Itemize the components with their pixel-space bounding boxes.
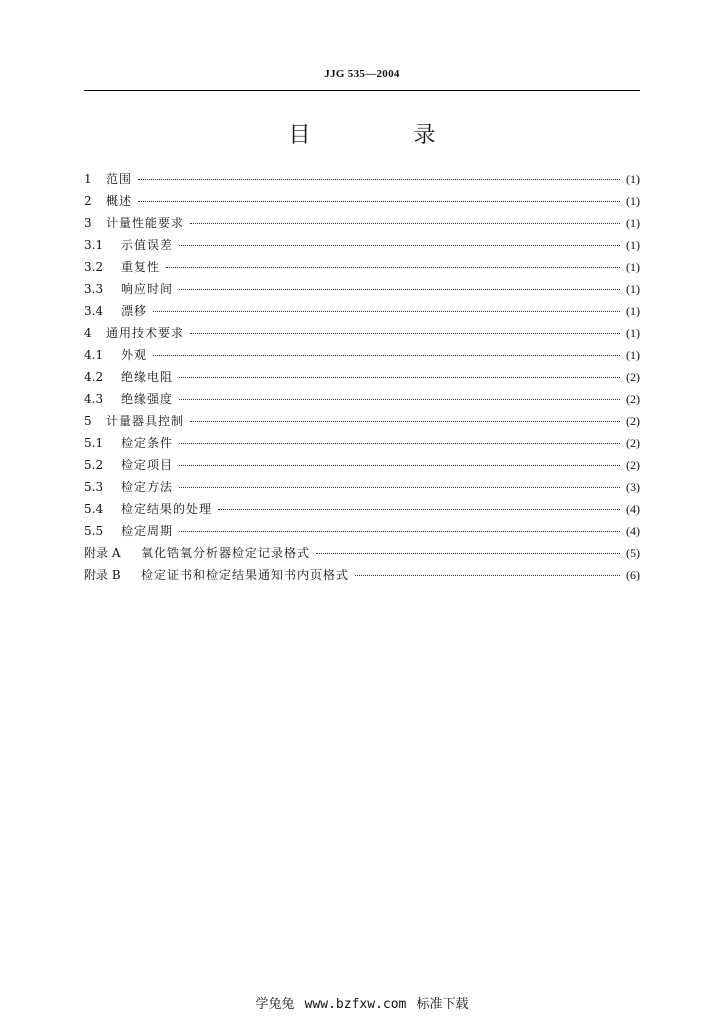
toc-dot-leader: [166, 255, 620, 268]
toc-entry[interactable]: [84, 366, 640, 388]
toc-entry-number: 3.1: [84, 238, 104, 252]
footer-url-link[interactable]: www.bzfxw.com: [304, 997, 407, 1012]
toc-entry-title: 检定周期: [121, 524, 174, 538]
toc-dot-leader: [355, 563, 620, 576]
toc-entry[interactable]: [84, 410, 640, 432]
toc-entry-number: 5.4: [84, 502, 104, 516]
toc-entry-number: 4.2: [84, 370, 104, 384]
toc-dot-leader: [138, 189, 620, 202]
toc-entry-number: 3.4: [84, 304, 104, 318]
toc-entry-page: (1): [626, 304, 640, 318]
toc-entry-title: 氧化锆氧分析器检定记录格式: [141, 546, 311, 560]
toc-entry-title: 响应时间: [121, 282, 174, 296]
toc-entry-page: (2): [626, 414, 640, 428]
toc-entry[interactable]: [84, 168, 640, 190]
toc-entry-title: 检定结果的处理: [121, 502, 213, 516]
toc-entry[interactable]: [84, 542, 640, 564]
toc-entry-title: 检定证书和检定结果通知书内页格式: [141, 568, 350, 582]
toc-entry-title: 漂移: [121, 304, 148, 318]
toc-entry-title: 示值误差: [121, 238, 174, 252]
toc-entry-page: (1): [626, 282, 640, 296]
toc-entry-page: (4): [626, 524, 640, 538]
toc-dot-leader: [179, 475, 620, 488]
toc-entry-number: 3.2: [84, 260, 104, 274]
document-code-header: JJG 535—2004: [324, 68, 400, 80]
toc-entry-title: 检定方法: [121, 480, 174, 494]
toc-entry[interactable]: [84, 520, 640, 542]
toc-dot-leader: [179, 431, 620, 444]
toc-entry[interactable]: [84, 234, 640, 256]
toc-entry[interactable]: [84, 432, 640, 454]
toc-dot-leader: [316, 541, 620, 554]
toc-entry-page: (2): [626, 458, 640, 472]
toc-entry-title: 范围: [106, 172, 133, 186]
toc-entry-number: 3.3: [84, 282, 104, 296]
toc-entry[interactable]: [84, 388, 640, 410]
toc-entry[interactable]: [84, 322, 640, 344]
toc-entry-title: 检定条件: [121, 436, 174, 450]
toc-dot-leader: [153, 299, 620, 312]
toc-dot-leader: [179, 387, 620, 400]
toc-entry-title: 计量器具控制: [106, 414, 185, 428]
toc-entry-page: (2): [626, 370, 640, 384]
toc-entry[interactable]: [84, 212, 640, 234]
table-of-contents: [84, 168, 640, 586]
toc-entry-page: (4): [626, 502, 640, 516]
toc-entry-number: 3: [84, 216, 92, 230]
toc-entry-number: 2: [84, 194, 92, 208]
footer-tagline: 标准下载: [416, 997, 469, 1012]
toc-entry[interactable]: [84, 564, 640, 586]
toc-entry-page: (6): [626, 568, 640, 582]
toc-dot-leader: [179, 365, 620, 378]
toc-entry-number: 5.5: [84, 524, 104, 538]
toc-entry[interactable]: [84, 300, 640, 322]
toc-entry[interactable]: [84, 498, 640, 520]
toc-entry-number: 4: [84, 326, 92, 340]
toc-entry-page: (1): [626, 348, 640, 362]
toc-dot-leader: [218, 497, 620, 510]
toc-entry-page: (2): [626, 436, 640, 450]
toc-entry-page: (2): [626, 392, 640, 406]
toc-dot-leader: [153, 343, 620, 356]
toc-entry-number: 5: [84, 414, 92, 428]
toc-dot-leader: [190, 321, 620, 334]
toc-entry[interactable]: [84, 344, 640, 366]
toc-dot-leader: [179, 277, 620, 290]
toc-entry-title: 计量性能要求: [106, 216, 185, 230]
toc-entry-page: (1): [626, 172, 640, 186]
toc-entry[interactable]: [84, 278, 640, 300]
toc-entry-title: 绝缘强度: [121, 392, 174, 406]
toc-entry[interactable]: [84, 476, 640, 498]
toc-entry-page: (5): [626, 546, 640, 560]
toc-entry-number: 5.3: [84, 480, 104, 494]
footer: [0, 993, 724, 1012]
toc-entry-number: 4.1: [84, 348, 104, 362]
toc-entry[interactable]: [84, 190, 640, 212]
toc-entry-title: 绝缘电阻: [121, 370, 174, 384]
toc-entry-page: (1): [626, 326, 640, 340]
toc-entry-number: 1: [84, 172, 92, 186]
page-title: 目 录: [288, 123, 484, 148]
toc-entry-page: (3): [626, 480, 640, 494]
toc-entry-title: 概述: [106, 194, 133, 208]
toc-entry[interactable]: [84, 256, 640, 278]
toc-entry-number: 5.2: [84, 458, 104, 472]
toc-dot-leader: [179, 453, 620, 466]
toc-dot-leader: [179, 519, 620, 532]
toc-entry-number: 4.3: [84, 392, 104, 406]
toc-entry[interactable]: [84, 454, 640, 476]
toc-dot-leader: [190, 211, 620, 224]
header-divider: [84, 90, 640, 91]
toc-entry-title: 外观: [121, 348, 148, 362]
toc-entry-title: 重复性: [121, 260, 161, 274]
toc-entry-number: 5.1: [84, 436, 104, 450]
toc-entry-page: (1): [626, 238, 640, 252]
toc-entry-title: 通用技术要求: [106, 326, 185, 340]
footer-site-name: 学兔兔: [255, 997, 295, 1012]
toc-entry-page: (1): [626, 260, 640, 274]
toc-dot-leader: [190, 409, 620, 422]
toc-dot-leader: [138, 167, 620, 180]
toc-dot-leader: [179, 233, 620, 246]
toc-entry-number: 附录 A: [84, 546, 121, 560]
toc-entry-number: 附录 B: [84, 568, 121, 582]
toc-entry-title: 检定项目: [121, 458, 174, 472]
toc-entry-page: (1): [626, 194, 640, 208]
toc-entry-page: (1): [626, 216, 640, 230]
